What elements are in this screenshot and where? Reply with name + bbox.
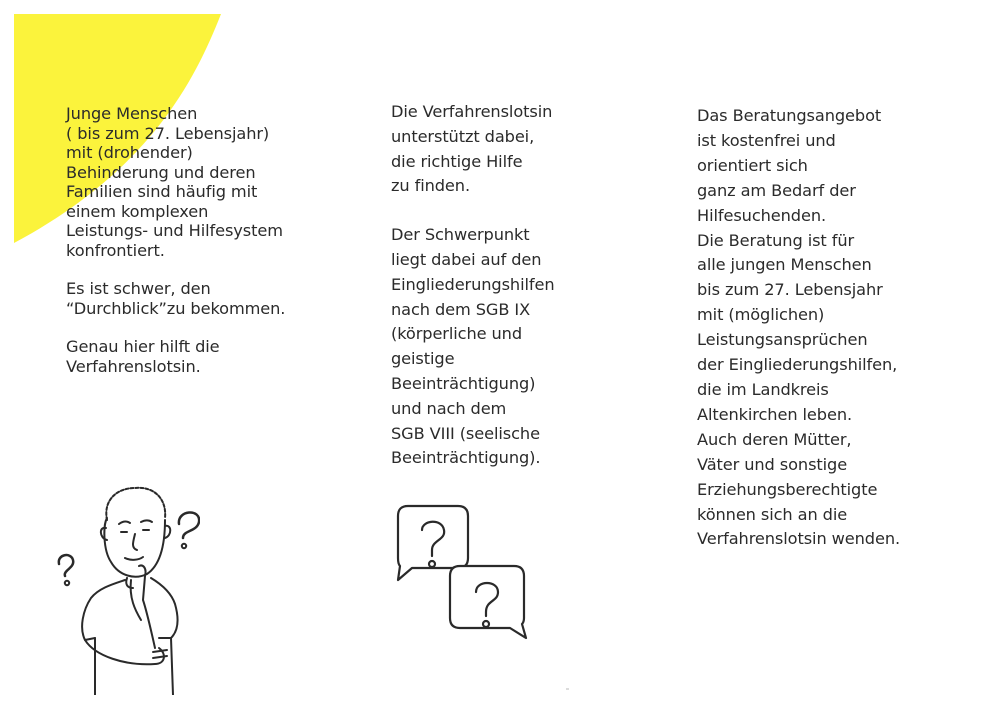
column-support bbox=[391, 100, 555, 495]
text-line: Verfahrenslotsin wenden. bbox=[697, 529, 901, 549]
text-line: orientiert sich bbox=[697, 155, 808, 175]
scan-artifact bbox=[566, 688, 569, 690]
column-offer bbox=[697, 104, 900, 552]
question-speech-bubbles-icon bbox=[392, 500, 532, 645]
text-line: Beeinträchtigung) bbox=[391, 373, 536, 393]
text-line: zu finden. bbox=[391, 176, 470, 196]
text-line: ganz am Bedarf der bbox=[697, 180, 856, 200]
difficulty-paragraph bbox=[66, 279, 285, 318]
text-line: Auch deren Mütter, bbox=[697, 429, 852, 449]
text-line: Altenkirchen leben. bbox=[697, 404, 853, 424]
text-line: Die Verfahrenslotsin bbox=[391, 102, 553, 121]
text-line: Verfahrenslotsin. bbox=[66, 356, 201, 376]
text-line: Das Beratungsangebot bbox=[697, 106, 882, 125]
text-line: Genau hier hilft die bbox=[66, 337, 220, 356]
text-line: geistige bbox=[391, 349, 455, 369]
text-line: Der Schwerpunkt bbox=[391, 225, 530, 245]
text-line: die richtige Hilfe bbox=[391, 151, 523, 171]
text-line: einem komplexen bbox=[66, 201, 209, 221]
text-line: konfrontiert. bbox=[66, 240, 165, 260]
text-line: SGB VIII (seelische bbox=[391, 423, 540, 443]
text-line: Es ist schwer, den bbox=[66, 279, 211, 298]
text-line: Junge Menschen bbox=[66, 104, 198, 123]
text-line: Familien sind häufig mit bbox=[66, 182, 258, 201]
text-line: Beeinträchtigung). bbox=[391, 448, 541, 468]
text-line: (körperliche und bbox=[391, 324, 523, 344]
thinking-person-icon bbox=[55, 480, 200, 695]
text-line: ist kostenfrei und bbox=[697, 130, 836, 150]
text-line: alle jungen Menschen bbox=[697, 255, 872, 275]
text-line: liegt dabei auf den bbox=[391, 249, 542, 269]
text-line: Leistungs- und Hilfesystem bbox=[66, 221, 283, 240]
text-line: Behinderung und deren bbox=[66, 162, 256, 182]
text-line: Leistungsansprüchen bbox=[697, 330, 868, 350]
support-paragraph bbox=[391, 100, 555, 199]
text-line: der Eingliederungshilfen, bbox=[697, 355, 898, 375]
text-line: die im Landkreis bbox=[697, 379, 829, 399]
text-line: “Durchblick”zu bekommen. bbox=[66, 298, 286, 318]
text-line: mit (drohender) bbox=[66, 143, 193, 162]
text-line: Hilfesuchenden. bbox=[697, 205, 827, 225]
column-intro bbox=[66, 104, 285, 395]
text-line: unterstützt dabei, bbox=[391, 126, 535, 146]
text-line: bis zum 27. Lebensjahr bbox=[697, 280, 883, 300]
text-line: Väter und sonstige bbox=[697, 454, 848, 474]
text-line: nach dem SGB IX bbox=[391, 299, 531, 319]
text-line: Eingliederungshilfen bbox=[391, 274, 555, 294]
offer-paragraph bbox=[697, 104, 900, 552]
text-line: Erziehungsberechtigte bbox=[697, 479, 878, 499]
intro-paragraph bbox=[66, 104, 285, 260]
help-paragraph bbox=[66, 337, 285, 376]
text-line: Die Beratung ist für bbox=[697, 230, 855, 250]
focus-paragraph bbox=[391, 223, 555, 471]
text-line: können sich an die bbox=[697, 504, 848, 524]
text-line: und nach dem bbox=[391, 398, 507, 418]
text-line: mit (möglichen) bbox=[697, 305, 825, 325]
text-line: ( bis zum 27. Lebensjahr) bbox=[66, 123, 270, 143]
